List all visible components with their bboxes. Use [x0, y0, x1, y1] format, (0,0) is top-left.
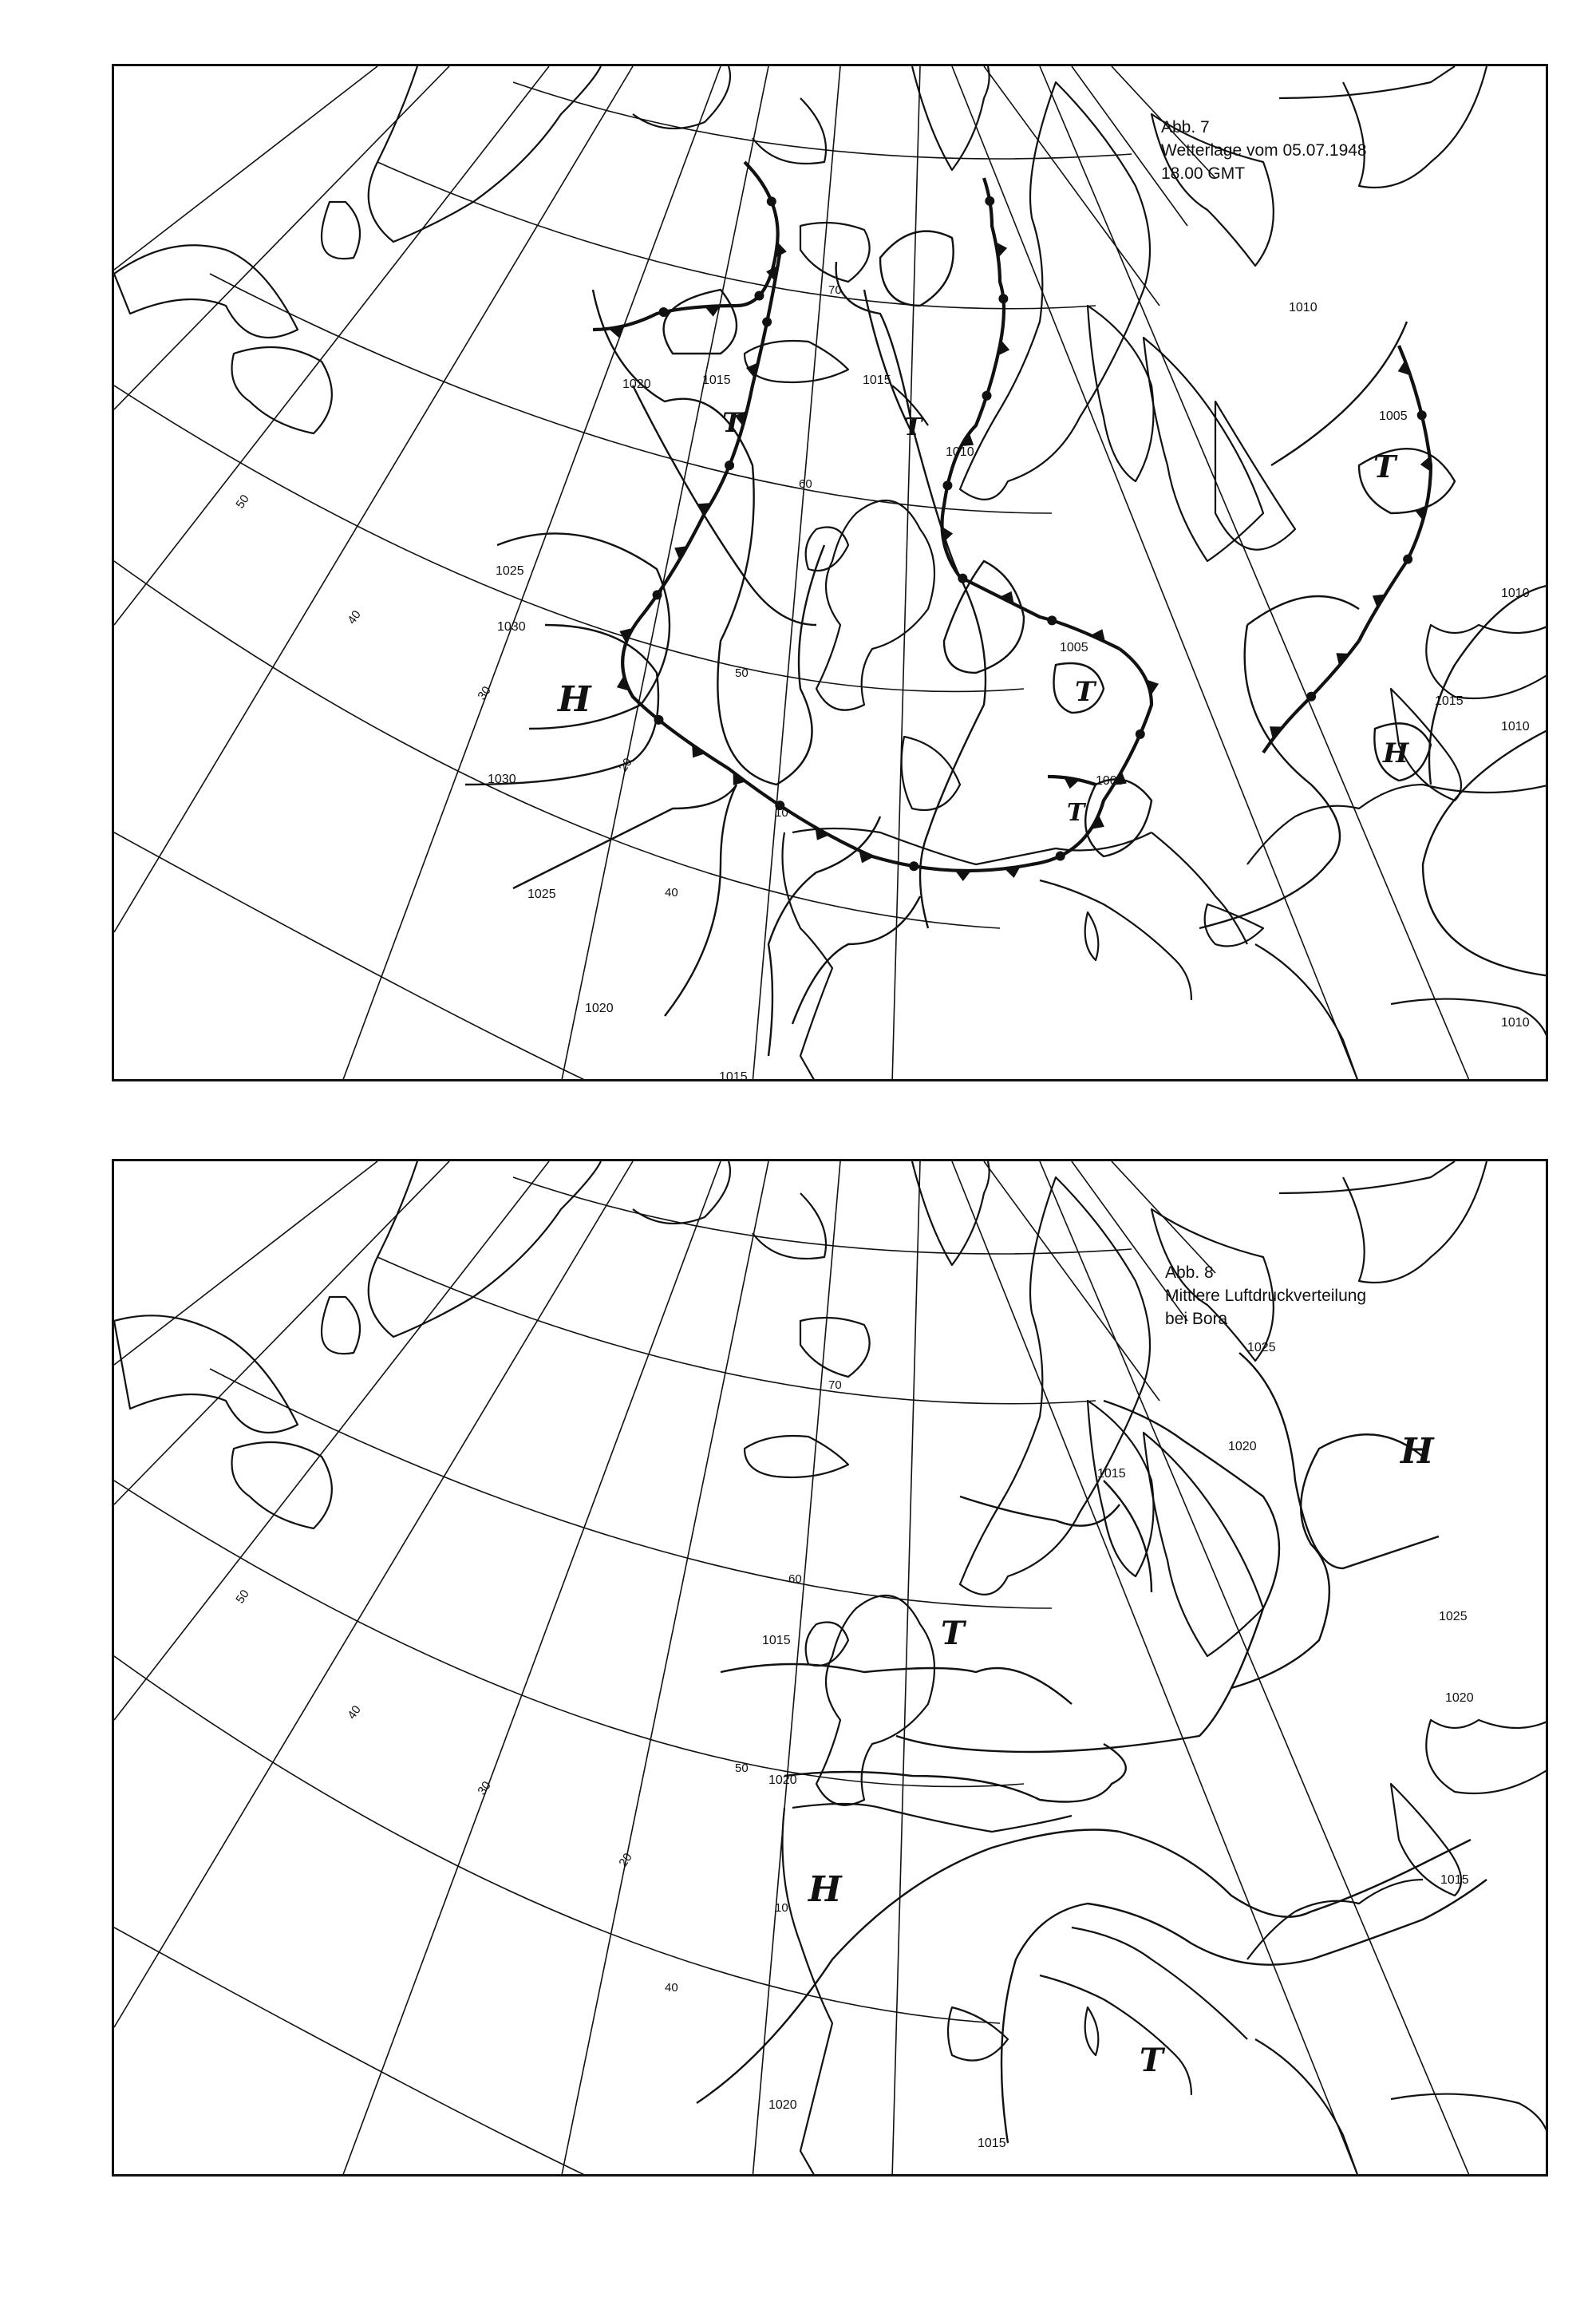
map8-isobars	[697, 1353, 1487, 2143]
isobar-label: 1015	[762, 1634, 791, 1647]
high-pressure-symbol: H	[808, 1869, 842, 1910]
warm-front-marker	[942, 480, 952, 490]
low-pressure-symbol: T	[722, 407, 743, 439]
cold-front-marker	[942, 527, 953, 543]
figure-title: Mittlere Luftdruckverteilung	[1165, 1287, 1367, 1305]
isobar-label: 1020	[768, 2098, 797, 2112]
high-pressure-symbol: H	[558, 679, 591, 720]
weather-map-abb7	[112, 64, 1548, 1084]
isobar-label: 1010	[1501, 720, 1530, 733]
warm-front-marker	[985, 196, 994, 206]
lat-label: 60	[799, 477, 812, 491]
lat-label: 70	[828, 1378, 842, 1392]
warm-front-marker	[909, 861, 918, 871]
lon-label: 20	[616, 1850, 635, 1870]
isobar-label: 1030	[488, 773, 516, 786]
map8-isobar-labels	[762, 1341, 1474, 2150]
isobar-label: 1015	[1440, 1873, 1469, 1887]
isobar-label: 1005	[1096, 774, 1124, 788]
warm-front-marker	[1056, 851, 1065, 860]
lat-label: 70	[828, 283, 842, 297]
map8-latitude-lines	[114, 1177, 1132, 2177]
map7-latitude-lines	[114, 82, 1132, 1084]
figure-number: Abb. 8	[1165, 1263, 1214, 1282]
map7-caption	[1161, 116, 1367, 185]
warm-front-marker	[653, 590, 662, 599]
warm-front-marker	[1136, 729, 1145, 739]
lat-label: 50	[735, 666, 749, 680]
isobar-label: 1010	[1289, 301, 1317, 314]
map7-graticule-labels	[233, 283, 841, 899]
lon-label: 50	[233, 492, 252, 512]
figure-number: Abb. 7	[1161, 118, 1210, 136]
low-pressure-symbol: T	[904, 413, 922, 441]
low-pressure-symbol: T	[1075, 676, 1096, 708]
low-pressure-symbol: T	[1140, 2042, 1163, 2079]
isobar-label: 1015	[1097, 1467, 1126, 1481]
map8-graticule-labels	[233, 1378, 841, 1995]
map7-isobars	[465, 231, 1548, 1056]
isobar-label: 1020	[768, 1773, 797, 1787]
figure-title: Wetterlage vom 05.07.1948	[1161, 141, 1367, 160]
lat-label: 40	[665, 1981, 678, 1995]
figure-subtitle: bei Bora	[1165, 1310, 1228, 1328]
lon-label: 40	[345, 1702, 364, 1722]
cold-front-marker	[1420, 456, 1432, 472]
warm-front-marker	[958, 574, 967, 583]
isobar-label: 1005	[1379, 409, 1408, 423]
warm-front-marker	[767, 196, 776, 206]
warm-front-marker	[762, 317, 772, 326]
warm-front-marker	[654, 715, 663, 725]
warm-front-marker	[1306, 692, 1316, 702]
isobar-label: 1015	[702, 374, 731, 387]
warm-front-marker	[982, 391, 992, 401]
map7-svg	[114, 66, 1548, 1084]
isobar-label: 1030	[497, 620, 526, 634]
isobar-label: 1005	[1060, 641, 1088, 654]
map8-pressure-centres	[807, 1431, 1435, 2079]
lon-label: 30	[475, 1778, 494, 1798]
map7-meridians	[114, 66, 1471, 1084]
isobar-label: 1020	[622, 378, 651, 391]
lat-label: 40	[665, 886, 678, 899]
warm-front-marker	[998, 294, 1008, 303]
isobar-label: 1010	[1501, 1016, 1530, 1030]
figure-time: 18.00 GMT	[1161, 164, 1246, 183]
lon-label: 50	[233, 1587, 252, 1607]
isobar-label: 1010	[946, 445, 974, 459]
lon-label: 10	[775, 1901, 788, 1915]
high-pressure-symbol: H	[1383, 737, 1409, 769]
map7-fronts	[593, 162, 1431, 871]
isobar-label: 1020	[585, 1002, 614, 1015]
warm-front-marker	[754, 291, 764, 300]
isobar-label: 1010	[1501, 587, 1530, 600]
lon-label: 40	[345, 607, 364, 627]
cold-front-marker	[955, 871, 971, 881]
map8-caption	[1165, 1261, 1366, 1330]
lon-label: 10	[775, 806, 788, 820]
lat-label: 50	[735, 1761, 749, 1775]
isobar-label: 1025	[1247, 1341, 1276, 1354]
map7-pressure-centres	[556, 407, 1410, 827]
isobar-label: 1020	[1228, 1440, 1257, 1453]
warm-front-marker	[1417, 410, 1427, 420]
isobar-label: 1025	[496, 564, 524, 578]
low-pressure-symbol: T	[1067, 799, 1085, 827]
low-pressure-symbol: T	[941, 1615, 965, 1652]
low-pressure-symbol: T	[1373, 449, 1396, 484]
high-pressure-symbol: H	[1400, 1431, 1434, 1472]
map7-front-markers	[609, 196, 1431, 881]
lon-label: 30	[475, 683, 494, 703]
warm-front-marker	[1403, 555, 1412, 564]
warm-front-marker	[1047, 615, 1057, 625]
isobar-label: 1020	[1445, 1691, 1474, 1705]
warm-front-marker	[725, 461, 734, 470]
isobar-label: 1015	[1435, 694, 1464, 708]
lon-label: 20	[616, 755, 635, 775]
lat-label: 60	[788, 1572, 802, 1586]
isobar-label: 1025	[1439, 1610, 1468, 1623]
isobar-label: 1015	[978, 2137, 1006, 2150]
isobar-label: 1015	[863, 374, 891, 387]
isobar-label: 1015	[719, 1070, 748, 1084]
map7-isobar-labels	[488, 301, 1530, 1084]
warm-front-marker	[659, 307, 669, 317]
isobar-label: 1025	[527, 888, 556, 901]
